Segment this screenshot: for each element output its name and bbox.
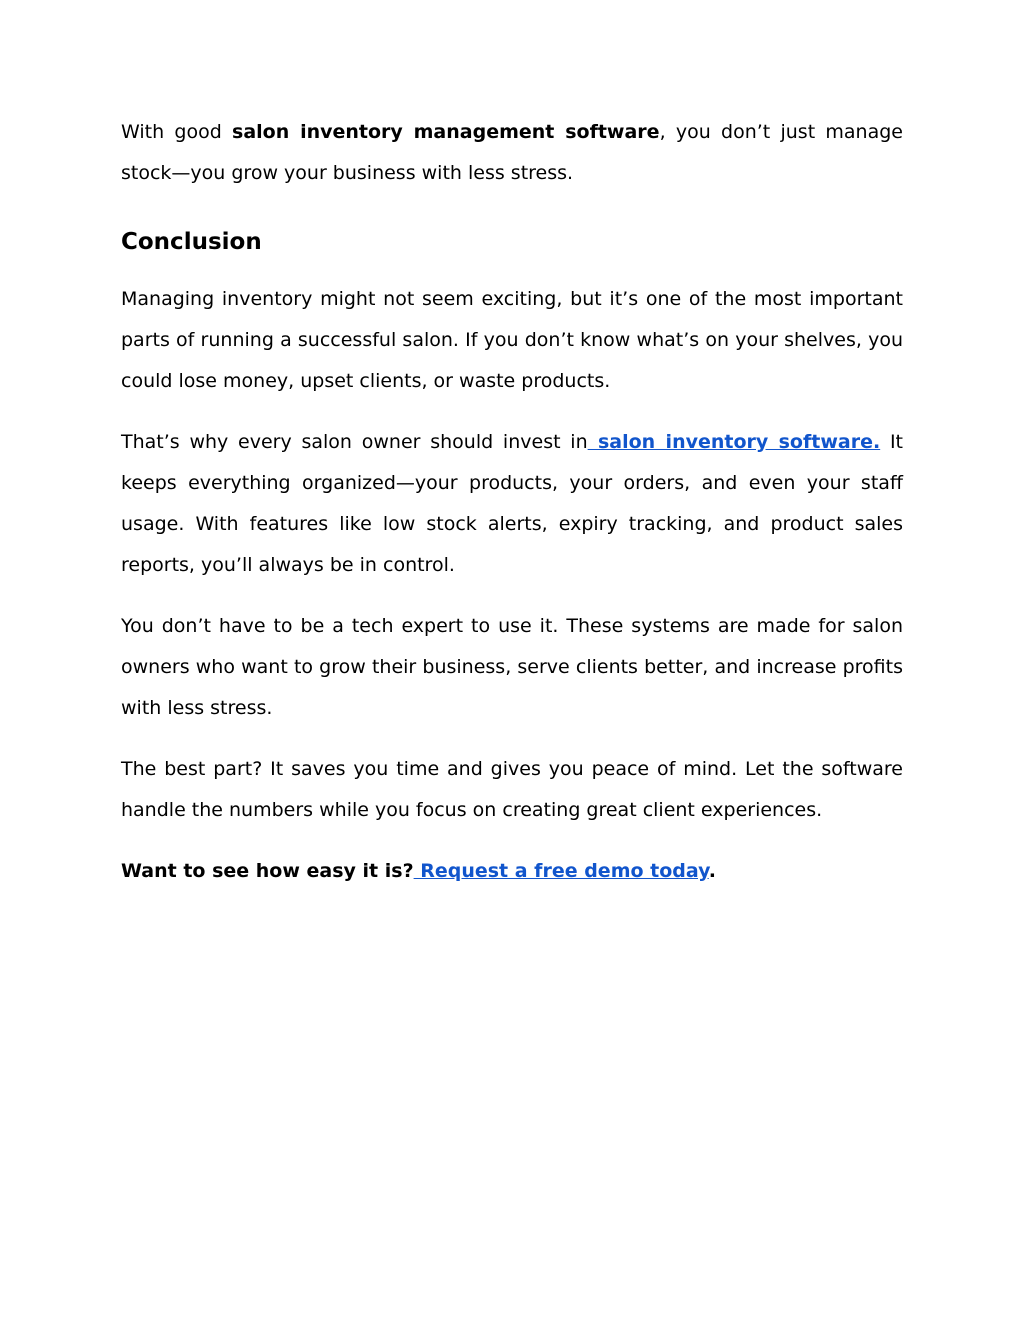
p2-prefix: That’s why every salon owner should invest in	[121, 431, 588, 453]
intro-suffix: , you don’t just manage stock—you grow your business with less stress.	[121, 121, 903, 184]
cta-suffix: .	[708, 860, 716, 882]
cta-paragraph	[121, 851, 903, 892]
conclusion-heading: Conclusion	[121, 229, 262, 255]
document-page	[121, 112, 903, 912]
request-demo-link[interactable]: Request a free demo today	[413, 860, 709, 882]
conclusion-paragraph-4: The best part? It saves you time and gives you peace of mind. Let the software handle the numbers while you focus on creating great client experiences.	[121, 758, 903, 821]
conclusion-paragraph-2	[121, 422, 903, 586]
cta-prefix: Want to see how easy it is?	[121, 860, 414, 882]
conclusion-paragraph-1: Managing inventory might not seem exciting, but it’s one of the most important parts of running a successful salon. If you don’t know what’s on your shelves, you could lose money, upset clients, or waste products.	[121, 288, 903, 392]
conclusion-paragraph-3: You don’t have to be a tech expert to use it. These systems are made for salon owners who want to grow their business, serve clients better, and increase profits with less stress.	[121, 615, 903, 719]
intro-bold-term: salon inventory management software	[232, 121, 660, 143]
salon-inventory-software-link[interactable]: salon inventory software.	[587, 431, 881, 453]
p2-suffix: It keeps everything organized—your products, your orders, and even your staff usage. With features like low stock alerts, expiry tracking, and product sales reports, you’ll always be in control.	[121, 431, 904, 576]
intro-paragraph	[121, 112, 903, 194]
intro-prefix: With good	[121, 121, 233, 143]
